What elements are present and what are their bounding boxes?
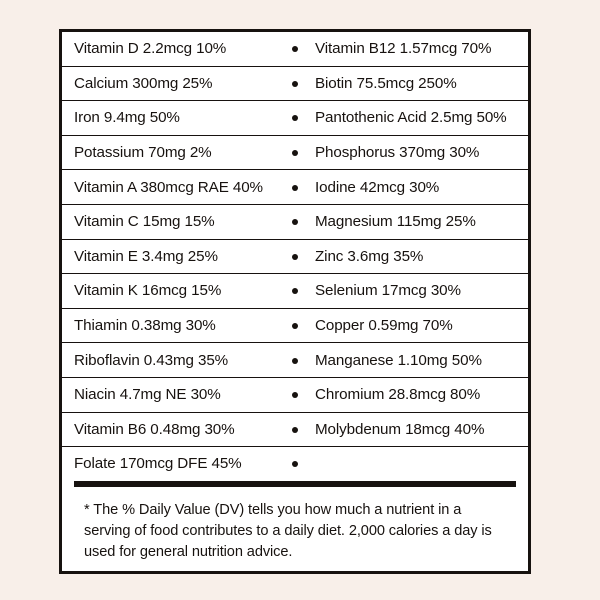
nutrient-right-label: Copper 0.59mg 70% (312, 308, 516, 343)
table-row (62, 66, 528, 101)
bullet-icon (278, 239, 312, 274)
table-row (62, 101, 528, 136)
nutrient-left-label: Thiamin 0.38mg 30% (74, 308, 278, 343)
nutrient-right-label: Phosphorus 370mg 30% (312, 135, 516, 170)
daily-value-footnote: * The % Daily Value (DV) tells you how much a nutrient in a serving of food contributes to a daily diet. 2,000 calories a day is used for general nutrition advice. (84, 501, 492, 560)
nutrient-left-label: Vitamin E 3.4mg 25% (74, 239, 278, 274)
nutrition-facts-panel (59, 29, 531, 574)
bullet-dot-shape (292, 288, 298, 294)
row-left-pad (62, 239, 74, 274)
nutrient-right-label: Magnesium 115mg 25% (312, 204, 516, 239)
bullet-dot-shape (292, 427, 298, 433)
nutrient-left-label: Vitamin K 16mcg 15% (74, 274, 278, 309)
nutrient-right-label: Zinc 3.6mg 35% (312, 239, 516, 274)
row-left-pad (62, 66, 74, 101)
row-right-pad (516, 135, 528, 170)
row-right-pad (516, 274, 528, 309)
table-row (62, 204, 528, 239)
nutrient-right-label: Selenium 17mcg 30% (312, 274, 516, 309)
bullet-icon (278, 274, 312, 309)
nutrient-left-label: Iron 9.4mg 50% (74, 101, 278, 136)
row-right-pad (516, 377, 528, 412)
bullet-dot-shape (292, 115, 298, 121)
row-right-pad (516, 66, 528, 101)
nutrient-right-label: Vitamin B12 1.57mcg 70% (312, 32, 516, 66)
row-left-pad (62, 377, 74, 412)
bullet-dot-shape (292, 185, 298, 191)
bullet-icon (278, 101, 312, 136)
nutrient-left-label: Vitamin D 2.2mcg 10% (74, 32, 278, 66)
table-row (62, 32, 528, 66)
table-row (62, 135, 528, 170)
bullet-icon (278, 343, 312, 378)
row-left-pad (62, 308, 74, 343)
bullet-dot-shape (292, 150, 298, 156)
nutrient-left-label: Folate 170mcg DFE 45% (74, 455, 242, 473)
row-right-pad (516, 32, 528, 66)
bullet-icon (278, 412, 312, 447)
nutrient-right-label (312, 447, 516, 481)
bullet-icon (278, 135, 312, 170)
row-left-pad (62, 447, 74, 481)
nutrient-right-label: Molybdenum 18mcg 40% (312, 412, 516, 447)
bullet-dot-shape (292, 461, 298, 467)
bullet-icon (278, 66, 312, 101)
row-left-pad (62, 101, 74, 136)
table-row (62, 308, 528, 343)
table-row (62, 412, 528, 447)
row-right-pad (516, 412, 528, 447)
row-right-pad (516, 343, 528, 378)
row-left-pad (62, 170, 74, 205)
row-left-pad (62, 204, 74, 239)
bullet-dot-shape (292, 46, 298, 52)
bullet-dot-shape (292, 254, 298, 260)
bullet-icon (278, 377, 312, 412)
row-left-pad (62, 412, 74, 447)
table-row (62, 343, 528, 378)
table-row (62, 377, 528, 412)
row-left-pad (62, 274, 74, 309)
bullet-dot-shape (292, 81, 298, 87)
table-row (62, 239, 528, 274)
bullet-icon (278, 170, 312, 205)
row-left-pad (62, 343, 74, 378)
nutrient-right-label: Chromium 28.8mcg 80% (312, 377, 516, 412)
bullet-icon (278, 204, 312, 239)
table-row (62, 274, 528, 309)
table-row (62, 447, 528, 481)
row-right-pad (516, 239, 528, 274)
row-right-pad (516, 308, 528, 343)
nutrient-left-label: Niacin 4.7mg NE 30% (74, 377, 278, 412)
nutrient-table (62, 32, 528, 481)
nutrient-left-label: Potassium 70mg 2% (74, 135, 278, 170)
nutrient-right-label: Pantothenic Acid 2.5mg 50% (312, 101, 516, 136)
row-right-pad (516, 170, 528, 205)
nutrient-left-label: Riboflavin 0.43mg 35% (74, 343, 278, 378)
nutrient-left-label: Calcium 300mg 25% (74, 66, 278, 101)
bullet-dot-shape (292, 219, 298, 225)
nutrient-left-label: Vitamin B6 0.48mg 30% (74, 412, 278, 447)
bullet-dot-shape (292, 392, 298, 398)
bullet-dot-shape (292, 323, 298, 329)
nutrient-left-label: Vitamin C 15mg 15% (74, 204, 278, 239)
nutrient-right-label: Iodine 42mcg 30% (312, 170, 516, 205)
nutrient-right-label: Manganese 1.10mg 50% (312, 343, 516, 378)
bullet-icon (278, 308, 312, 343)
row-left-pad (62, 135, 74, 170)
row-right-pad (516, 447, 528, 481)
bullet-icon (278, 447, 312, 481)
nutrient-left-label: Vitamin A 380mcg RAE 40% (74, 170, 278, 205)
nutrient-table-body (62, 32, 528, 481)
row-right-pad (516, 101, 528, 136)
nutrient-right-label: Biotin 75.5mcg 250% (312, 66, 516, 101)
bullet-icon (278, 32, 312, 66)
bullet-dot-shape (292, 358, 298, 364)
row-left-pad (62, 32, 74, 66)
row-right-pad (516, 204, 528, 239)
table-row (62, 170, 528, 205)
